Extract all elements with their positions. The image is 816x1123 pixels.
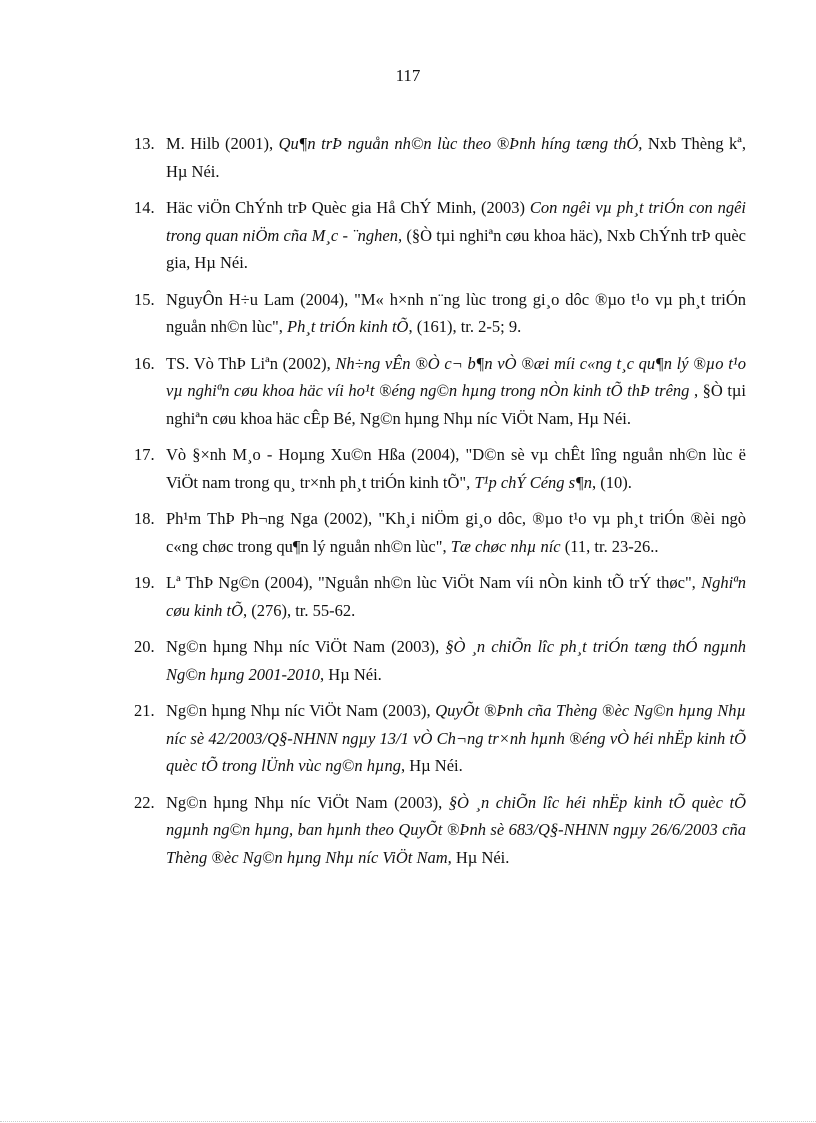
reference-text: Ng©n hµng Nhµ níc ViÖt Nam (2003), <box>166 637 446 656</box>
reference-number: 17. <box>134 445 155 464</box>
reference-text: Nxb Thèng kª, Hµ Néi. <box>166 134 746 181</box>
reference-item <box>134 194 746 277</box>
reference-number: 20. <box>134 637 155 656</box>
reference-text: Ng©n hµng Nhµ níc ViÖt Nam (2003), <box>166 792 449 812</box>
reference-item <box>134 441 746 496</box>
reference-title-text: QuyÕt ®Þnh cña Thèng ®èc Ng©n hµng Nhµ níc sè 42/2003/Q§-NHNN ngµy 13/1 vÒ Ch¬ng tr×nh hµnh ®éng vÒ héi nhËp kinh tÕ quèc tÕ trong lÜnh vùc ng©n hµng <box>166 701 746 775</box>
reference-title-text: Con ngêi vµ ph¸t triÓn con ngêi trong quan niÖm cña M¸c - ¨nghen, <box>166 198 746 245</box>
reference-text: , (161), tr. 2-5; 9. <box>408 317 522 336</box>
reference-text: (11, tr. 23-26.. <box>560 536 659 556</box>
reference-text: TS. Vò ThÞ Liªn (2002), <box>166 353 336 373</box>
reference-text: NguyÔn H÷u Lam (2004), "M« h×nh n¨ng lùc trong gi¸o dôc ®µo t¹o vµ ph¸t triÓn nguån nh©n lùc", <box>166 289 746 336</box>
reference-title-text: Nh÷ng vÊn ®Ò c¬ b¶n vÒ ®æi míi c«ng t¸c qu¶n lý ®µo t¹o vµ nghiªn cøu khoa häc víi ho¹t ®éng ng©n hµng trong nÒn kinh tÕ thÞ trêng <box>166 353 746 400</box>
reference-text: (§Ò tµi nghiªn cøu khoa häc), Nxb ChÝnh trÞ quèc gia, Hµ Néi. <box>166 225 747 272</box>
reference-text: Ng©n hµng Nhµ níc ViÖt Nam (2003), <box>166 701 436 720</box>
reference-list <box>134 130 746 880</box>
reference-title-text: T¹p chÝ Céng s¶n <box>474 472 592 492</box>
reference-title-text: Qu¶n trÞ nguån nh©n lùc theo ®Þnh híng tæng thÓ, <box>278 134 643 153</box>
reference-text: Vò §×nh M¸o - Hoµng Xu©n Hßa (2004), "D©n sè vµ chÊt lîng nguån nh©n lùc ë ViÖt nam trong qu¸ tr×nh ph¸t triÓn kinh tÕ", <box>166 445 746 492</box>
reference-number: 18. <box>134 509 155 528</box>
reference-item <box>134 697 746 780</box>
reference-item <box>134 505 746 560</box>
reference-text: , Hµ Néi. <box>400 756 463 775</box>
reference-number: 19. <box>134 573 155 592</box>
reference-number: 13. <box>134 134 155 153</box>
reference-text: , Hµ Néi. <box>447 847 510 867</box>
reference-item <box>134 633 746 688</box>
reference-item <box>134 789 746 872</box>
reference-number: 16. <box>134 353 155 373</box>
reference-text: M. Hilb (2001), <box>166 134 279 153</box>
reference-title-text: §Ò ¸n chiÕn lîc héi nhËp kinh tÕ quèc tÕ ngµnh ng©n hµng, ban hµnh theo QuyÕt ®Þnh sè 683/Q§-NHNN ngµy 26/6/2003 cña Thèng ®èc Ng©n hµng Nhµ níc ViÖt Nam <box>166 792 746 867</box>
reference-item <box>134 569 746 624</box>
reference-text: , (276), tr. 55-62. <box>242 600 356 620</box>
reference-text: Häc viÖn ChÝnh trÞ Quèc gia Hå ChÝ Minh, (2003) <box>166 198 530 217</box>
reference-title-text: Ph¸t triÓn kinh tÕ <box>287 317 409 336</box>
reference-text: , (10). <box>592 472 632 492</box>
reference-number: 21. <box>134 701 155 720</box>
reference-title-text: §Ò ¸n chiÕn lîc ph¸t triÓn tæng thÓ ngµnh Ng©n hµng 2001-2010 <box>166 637 746 684</box>
reference-text: , Hµ Néi. <box>320 664 382 684</box>
reference-item <box>134 286 746 341</box>
reference-title-text: Tæ chøc nhµ níc <box>450 536 561 556</box>
reference-text: Lª ThÞ Ng©n (2004), "Nguån nh©n lùc ViÖt Nam víi nÒn kinh tÕ trÝ thøc", <box>166 573 702 592</box>
reference-item <box>134 130 746 185</box>
reference-text: , §Ò tµi nghiªn cøu khoa häc cÊp Bé, Ng©n hµng Nhµ níc ViÖt Nam, Hµ Néi. <box>166 381 747 428</box>
reference-number: 22. <box>134 792 155 812</box>
reference-title-text: Nghiªn cøu kinh tÕ <box>166 573 746 620</box>
reference-text: Ph¹m ThÞ Ph¬ng Nga (2002), "Kh¸i niÖm gi¸o dôc, ®µo t¹o vµ ph¸t triÓn ®èi ngò c«ng chøc trong qu¶n lý nguån nh©n lùc", <box>166 509 746 556</box>
page-bottom-rule <box>0 1121 816 1122</box>
reference-item <box>134 350 746 433</box>
page-number: 117 <box>395 66 421 85</box>
reference-number: 14. <box>134 198 155 217</box>
reference-number: 15. <box>134 289 155 309</box>
